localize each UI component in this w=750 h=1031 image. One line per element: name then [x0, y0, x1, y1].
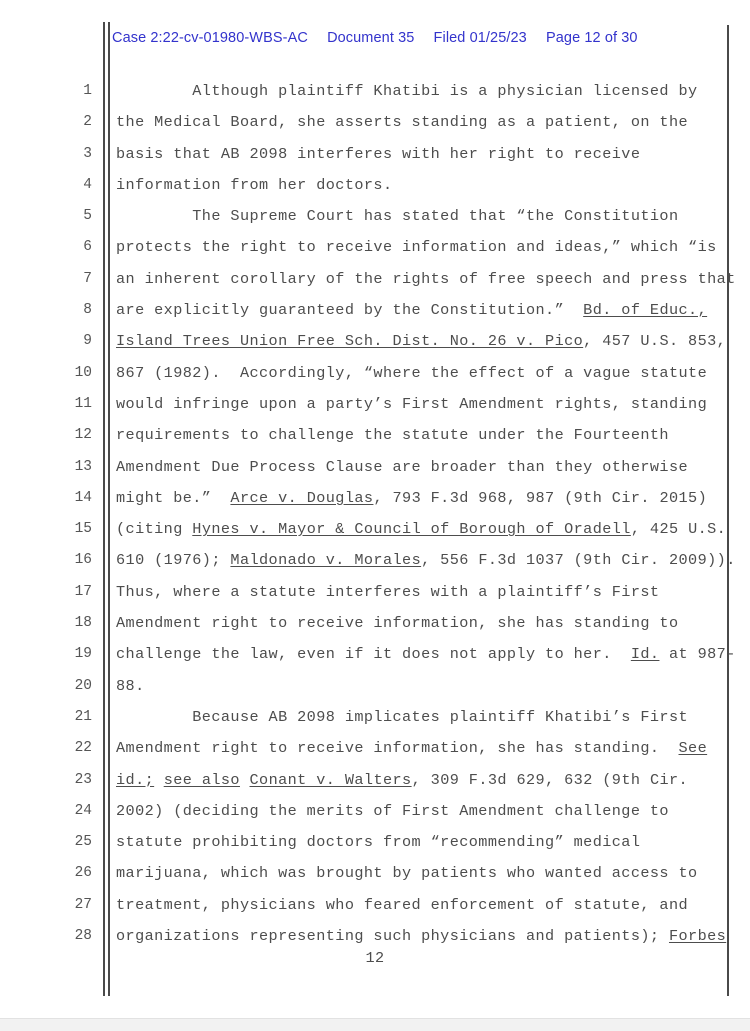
document-line: [0, 639, 750, 670]
text-run: Thus, where a statute interferes with a plaintiff’s First: [116, 582, 660, 601]
line-number: 4: [83, 176, 92, 193]
citation-underlined: Hynes v. Mayor & Council of Borough of Oradell: [192, 520, 631, 539]
document-line: [0, 921, 750, 952]
text-run: 2002) (deciding the merits of First Amendment challenge to: [116, 801, 669, 820]
text-run: Amendment right to receive information, she has standing to: [116, 614, 679, 633]
document-line: [0, 358, 750, 389]
line-number: 16: [74, 552, 92, 569]
line-text: [116, 671, 145, 702]
line-text: [116, 765, 688, 796]
line-text: [116, 733, 707, 764]
text-run: the Medical Board, she asserts standing as a patient, on the: [116, 113, 689, 132]
citation-underlined: See: [678, 739, 708, 758]
text-run: The Supreme Court has stated that “the Constitution: [116, 207, 679, 226]
header-page-label: Page 12 of 30: [546, 30, 638, 46]
line-text: [116, 389, 707, 420]
line-text: [116, 514, 726, 545]
text-run: , 425 U.S.: [630, 520, 727, 539]
line-text: [116, 483, 707, 514]
text-run: Amendment right to receive information, she has standing.: [116, 739, 679, 758]
line-text: [116, 577, 659, 608]
citation-underlined: Conant v. Walters: [249, 770, 412, 789]
line-number: 11: [74, 395, 92, 412]
text-run: might be.”: [116, 488, 231, 507]
citation-underlined: Arce v. Douglas: [230, 488, 374, 507]
document-line: [0, 827, 750, 858]
citation-underlined: Id.: [630, 645, 660, 664]
line-number: 27: [74, 896, 92, 913]
text-run: challenge the law, even if it does not apply to her.: [116, 645, 631, 664]
text-run: [154, 771, 164, 789]
line-number: 7: [83, 270, 92, 287]
line-text: [116, 170, 393, 201]
line-number: 5: [83, 208, 92, 225]
text-run: 88.: [116, 676, 145, 695]
document-line: [0, 264, 750, 295]
line-number: 28: [74, 928, 92, 945]
line-number: 19: [74, 646, 92, 663]
document-line: [0, 232, 750, 263]
text-run: 867 (1982). Accordingly, “where the effect of a vague statute: [116, 363, 708, 382]
line-number: 2: [83, 114, 92, 131]
document-line: [0, 796, 750, 827]
document-line: [0, 170, 750, 201]
line-text: [116, 796, 669, 827]
line-text: [116, 264, 736, 295]
line-number: 18: [74, 615, 92, 632]
text-run: basis that AB 2098 interferes with her right to receive: [116, 144, 641, 163]
citation-underlined: id.;: [116, 770, 155, 789]
line-number: 10: [74, 364, 92, 381]
line-text: [116, 452, 688, 483]
text-run: Because AB 2098 implicates plaintiff Khatibi’s First: [116, 707, 689, 726]
line-text: [116, 420, 669, 451]
line-number: 14: [74, 489, 92, 506]
line-text: [116, 639, 736, 670]
document-line: [0, 608, 750, 639]
line-number: 20: [74, 677, 92, 694]
citation-underlined: see also: [163, 770, 240, 789]
header-document-label: Document 35: [327, 30, 415, 46]
document-line: [0, 858, 750, 889]
text-run: treatment, physicians who feared enforcement of statute, and: [116, 895, 689, 914]
line-text: [116, 921, 726, 952]
text-run: Amendment Due Process Clause are broader than they otherwise: [116, 457, 689, 476]
ecf-header-stamp: [112, 30, 638, 46]
line-text: [116, 232, 717, 263]
footer-page-number: 12: [365, 949, 385, 967]
page-gutter: [0, 1018, 750, 1031]
text-run: , 309 F.3d 629, 632 (9th Cir.: [411, 770, 689, 789]
document-line: [0, 76, 750, 107]
line-number: 1: [83, 83, 92, 99]
document-line: [0, 890, 750, 921]
line-text: [116, 295, 707, 326]
line-number: 12: [74, 427, 92, 444]
line-number: 23: [74, 771, 92, 788]
document-body: [0, 76, 750, 952]
document-line: [0, 295, 750, 326]
line-text: [116, 326, 726, 357]
citation-underlined: Bd. of Educ.,: [583, 301, 708, 320]
document-line: [0, 733, 750, 764]
text-run: marijuana, which was brought by patients who wanted access to: [116, 864, 698, 883]
document-line: [0, 139, 750, 170]
text-run: (citing: [116, 520, 193, 539]
line-number: 17: [74, 583, 92, 600]
line-text: [116, 858, 698, 889]
line-number: 8: [83, 302, 92, 319]
line-text: [116, 76, 698, 107]
line-text: [116, 545, 736, 576]
text-run: , 793 F.3d 968, 987 (9th Cir. 2015): [373, 488, 708, 507]
text-run: would infringe upon a party’s First Amendment rights, standing: [116, 394, 708, 413]
header-case-number: Case 2:22-cv-01980-WBS-AC: [112, 30, 308, 46]
text-run: [240, 771, 250, 789]
header-filed-date: Filed 01/25/23: [433, 30, 527, 46]
document-line: [0, 389, 750, 420]
text-run: protects the right to receive information and ideas,” which “is: [116, 238, 717, 257]
text-run: an inherent corollary of the rights of free speech and press that: [116, 269, 736, 288]
line-number: 13: [74, 458, 92, 475]
document-line: [0, 326, 750, 357]
text-run: at 987-: [659, 645, 736, 664]
line-number: 9: [83, 333, 92, 350]
document-line: [0, 702, 750, 733]
line-number: 21: [74, 708, 92, 725]
line-text: [116, 827, 640, 858]
citation-underlined: Forbes: [668, 927, 727, 946]
document-line: [0, 545, 750, 576]
text-run: , 457 U.S. 853,: [583, 332, 727, 351]
document-line: [0, 577, 750, 608]
line-number: 25: [74, 834, 92, 851]
line-text: [116, 358, 707, 389]
text-run: are explicitly guaranteed by the Constitution.”: [116, 301, 584, 320]
text-run: Although plaintiff Khatibi is a physician licensed by: [116, 82, 698, 100]
document-line: [0, 420, 750, 451]
line-number: 26: [74, 865, 92, 882]
text-run: statute prohibiting doctors from “recommending” medical: [116, 833, 641, 852]
text-run: 610 (1976);: [116, 551, 231, 570]
document-line: [0, 201, 750, 232]
citation-underlined: Maldonado v. Morales: [230, 551, 422, 570]
line-text: [116, 890, 688, 921]
line-text: [116, 201, 679, 232]
citation-underlined: Island Trees Union Free Sch. Dist. No. 26 v. Pico: [116, 332, 584, 351]
document-line: [0, 107, 750, 138]
text-run: organizations representing such physicians and patients);: [116, 927, 669, 946]
line-text: [116, 608, 679, 639]
line-number: 3: [83, 145, 92, 162]
text-run: , 556 F.3d 1037 (9th Cir. 2009)).: [421, 551, 736, 570]
document-line: [0, 514, 750, 545]
line-text: [116, 139, 640, 170]
document-line: [0, 765, 750, 796]
line-text: [116, 702, 688, 733]
line-number: 6: [83, 239, 92, 256]
line-number: 22: [74, 740, 92, 757]
document-line: [0, 452, 750, 483]
text-run: requirements to challenge the statute under the Fourteenth: [116, 426, 669, 445]
line-number: 24: [74, 802, 92, 819]
text-run: information from her doctors.: [116, 175, 393, 194]
line-number: 15: [74, 521, 92, 538]
document-line: [0, 483, 750, 514]
document-line: [0, 671, 750, 702]
line-text: [116, 107, 688, 138]
